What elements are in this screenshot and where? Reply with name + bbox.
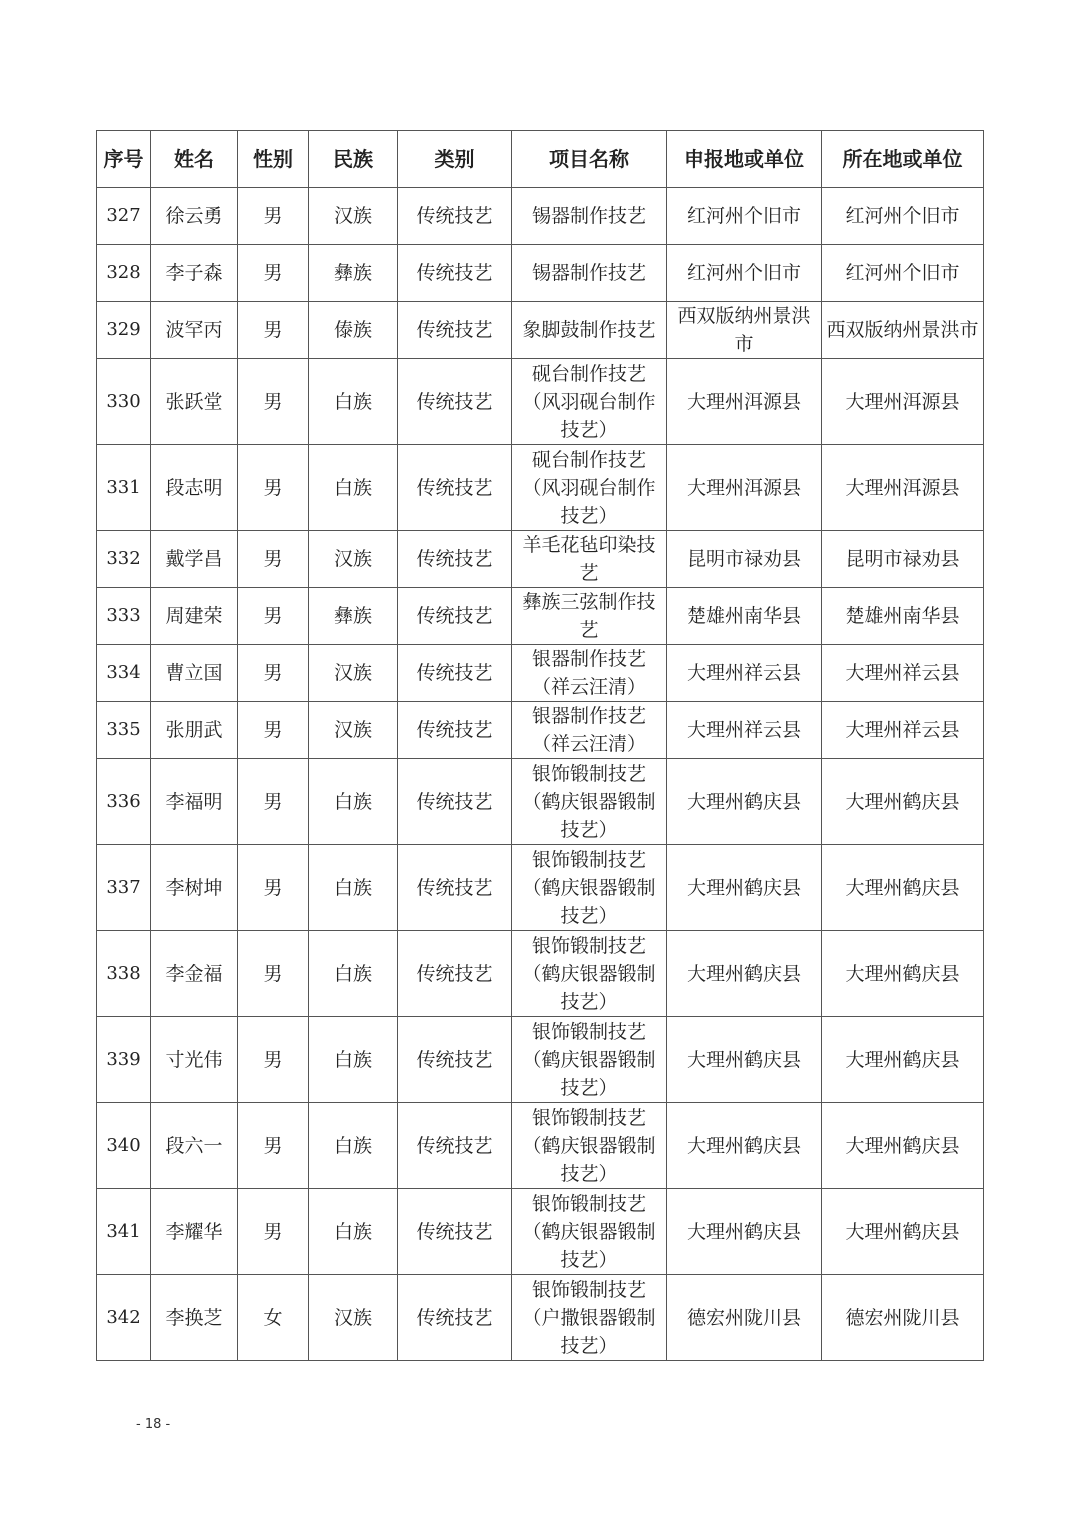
cell-seq: 341 [97,1189,151,1275]
cell-seq: 340 [97,1103,151,1189]
cell-seq: 327 [97,188,151,245]
cell-seq: 337 [97,845,151,931]
cell-name: 波罕丙 [151,302,238,359]
cell-ethnicity: 白族 [309,1103,398,1189]
cell-gender: 男 [238,1189,309,1275]
cell-gender: 男 [238,931,309,1017]
cell-declared: 德宏州陇川县 [667,1275,822,1361]
cell-category: 传统技艺 [398,1275,512,1361]
cell-category: 传统技艺 [398,702,512,759]
cell-category: 传统技艺 [398,245,512,302]
cell-category: 传统技艺 [398,931,512,1017]
cell-location: 楚雄州南华县 [822,588,984,645]
cell-location: 大理州鹤庆县 [822,845,984,931]
cell-seq: 335 [97,702,151,759]
cell-gender: 男 [238,1017,309,1103]
cell-gender: 男 [238,245,309,302]
cell-name: 徐云勇 [151,188,238,245]
cell-project: 砚台制作技艺（风羽砚台制作技艺） [512,445,667,531]
table-row [97,359,984,445]
cell-category: 传统技艺 [398,531,512,588]
cell-location: 大理州鹤庆县 [822,1103,984,1189]
cell-location: 大理州鹤庆县 [822,1017,984,1103]
table-row [97,531,984,588]
cell-seq: 339 [97,1017,151,1103]
table-row [97,1189,984,1275]
cell-seq: 328 [97,245,151,302]
cell-category: 传统技艺 [398,759,512,845]
cell-declared: 西双版纳州景洪市 [667,302,822,359]
cell-category: 传统技艺 [398,645,512,702]
cell-ethnicity: 白族 [309,359,398,445]
cell-seq: 338 [97,931,151,1017]
cell-ethnicity: 白族 [309,845,398,931]
cell-seq: 332 [97,531,151,588]
cell-ethnicity: 汉族 [309,645,398,702]
cell-declared: 大理州洱源县 [667,445,822,531]
cell-declared: 楚雄州南华县 [667,588,822,645]
cell-location: 大理州鹤庆县 [822,931,984,1017]
cell-category: 传统技艺 [398,845,512,931]
table-row [97,1103,984,1189]
table-row [97,302,984,359]
cell-category: 传统技艺 [398,1103,512,1189]
cell-seq: 330 [97,359,151,445]
cell-project: 锡器制作技艺 [512,188,667,245]
cell-location: 西双版纳州景洪市 [822,302,984,359]
cell-declared: 大理州祥云县 [667,702,822,759]
header-seq: 序号 [97,131,151,188]
cell-location: 大理州鹤庆县 [822,759,984,845]
cell-name: 李树坤 [151,845,238,931]
cell-declared: 大理州鹤庆县 [667,1103,822,1189]
cell-declared: 大理州鹤庆县 [667,1017,822,1103]
table-row [97,845,984,931]
cell-ethnicity: 汉族 [309,702,398,759]
header-name: 姓名 [151,131,238,188]
cell-location: 大理州鹤庆县 [822,1189,984,1275]
cell-seq: 334 [97,645,151,702]
cell-category: 传统技艺 [398,1017,512,1103]
cell-project: 象脚鼓制作技艺 [512,302,667,359]
header-project: 项目名称 [512,131,667,188]
cell-declared: 大理州鹤庆县 [667,931,822,1017]
cell-location: 大理州祥云县 [822,645,984,702]
table-row [97,188,984,245]
cell-location: 红河州个旧市 [822,245,984,302]
cell-location: 大理州祥云县 [822,702,984,759]
cell-category: 传统技艺 [398,1189,512,1275]
heritage-inheritor-table [96,130,984,1361]
cell-declared: 昆明市禄劝县 [667,531,822,588]
cell-declared: 大理州祥云县 [667,645,822,702]
cell-location: 大理州洱源县 [822,359,984,445]
cell-project: 羊毛花毡印染技艺 [512,531,667,588]
cell-name: 曹立国 [151,645,238,702]
table-body [97,188,984,1361]
cell-ethnicity: 彝族 [309,245,398,302]
table-row [97,645,984,702]
cell-declared: 大理州鹤庆县 [667,1189,822,1275]
cell-ethnicity: 白族 [309,759,398,845]
cell-location: 德宏州陇川县 [822,1275,984,1361]
cell-declared: 红河州个旧市 [667,188,822,245]
page-number: - 18 - [136,1417,171,1432]
cell-name: 寸光伟 [151,1017,238,1103]
cell-name: 李福明 [151,759,238,845]
cell-ethnicity: 彝族 [309,588,398,645]
cell-ethnicity: 汉族 [309,531,398,588]
cell-name: 张跃堂 [151,359,238,445]
cell-declared: 大理州鹤庆县 [667,759,822,845]
cell-category: 传统技艺 [398,302,512,359]
cell-project: 银饰锻制技艺（鹤庆银器锻制技艺） [512,1017,667,1103]
cell-project: 锡器制作技艺 [512,245,667,302]
cell-project: 银饰锻制技艺（鹤庆银器锻制技艺） [512,931,667,1017]
cell-project: 银饰锻制技艺（鹤庆银器锻制技艺） [512,759,667,845]
cell-name: 李耀华 [151,1189,238,1275]
table-row [97,702,984,759]
cell-category: 传统技艺 [398,588,512,645]
header-location: 所在地或单位 [822,131,984,188]
cell-name: 张朋武 [151,702,238,759]
cell-name: 戴学昌 [151,531,238,588]
cell-gender: 男 [238,302,309,359]
cell-gender: 男 [238,531,309,588]
cell-ethnicity: 白族 [309,1017,398,1103]
cell-seq: 336 [97,759,151,845]
cell-ethnicity: 汉族 [309,188,398,245]
cell-ethnicity: 白族 [309,931,398,1017]
cell-name: 李换芝 [151,1275,238,1361]
cell-gender: 男 [238,1103,309,1189]
cell-seq: 333 [97,588,151,645]
table-row [97,588,984,645]
cell-ethnicity: 傣族 [309,302,398,359]
cell-gender: 男 [238,588,309,645]
cell-project: 银饰锻制技艺（鹤庆银器锻制技艺） [512,1103,667,1189]
table-row [97,1017,984,1103]
cell-category: 传统技艺 [398,445,512,531]
cell-gender: 女 [238,1275,309,1361]
cell-gender: 男 [238,359,309,445]
cell-project: 银饰锻制技艺（户撒银器锻制技艺） [512,1275,667,1361]
table-row [97,1275,984,1361]
table-row [97,759,984,845]
cell-declared: 红河州个旧市 [667,245,822,302]
cell-project: 彝族三弦制作技艺 [512,588,667,645]
cell-project: 银器制作技艺（祥云汪清） [512,702,667,759]
cell-gender: 男 [238,445,309,531]
cell-declared: 大理州鹤庆县 [667,845,822,931]
cell-declared: 大理州洱源县 [667,359,822,445]
cell-location: 红河州个旧市 [822,188,984,245]
cell-seq: 329 [97,302,151,359]
cell-ethnicity: 白族 [309,445,398,531]
cell-category: 传统技艺 [398,188,512,245]
cell-name: 周建荣 [151,588,238,645]
cell-ethnicity: 汉族 [309,1275,398,1361]
table-row [97,245,984,302]
header-ethnicity: 民族 [309,131,398,188]
cell-project: 银饰锻制技艺（鹤庆银器锻制技艺） [512,1189,667,1275]
cell-name: 李子森 [151,245,238,302]
table-row [97,931,984,1017]
cell-category: 传统技艺 [398,359,512,445]
cell-gender: 男 [238,188,309,245]
cell-project: 银器制作技艺（祥云汪清） [512,645,667,702]
cell-gender: 男 [238,845,309,931]
cell-project: 砚台制作技艺（风羽砚台制作技艺） [512,359,667,445]
header-declared: 申报地或单位 [667,131,822,188]
cell-location: 大理州洱源县 [822,445,984,531]
table-header-row [97,131,984,188]
cell-gender: 男 [238,702,309,759]
cell-seq: 331 [97,445,151,531]
header-gender: 性别 [238,131,309,188]
cell-project: 银饰锻制技艺（鹤庆银器锻制技艺） [512,845,667,931]
cell-gender: 男 [238,645,309,702]
table-row [97,445,984,531]
cell-gender: 男 [238,759,309,845]
header-category: 类别 [398,131,512,188]
cell-seq: 342 [97,1275,151,1361]
cell-location: 昆明市禄劝县 [822,531,984,588]
cell-name: 段六一 [151,1103,238,1189]
cell-ethnicity: 白族 [309,1189,398,1275]
cell-name: 李金福 [151,931,238,1017]
cell-name: 段志明 [151,445,238,531]
